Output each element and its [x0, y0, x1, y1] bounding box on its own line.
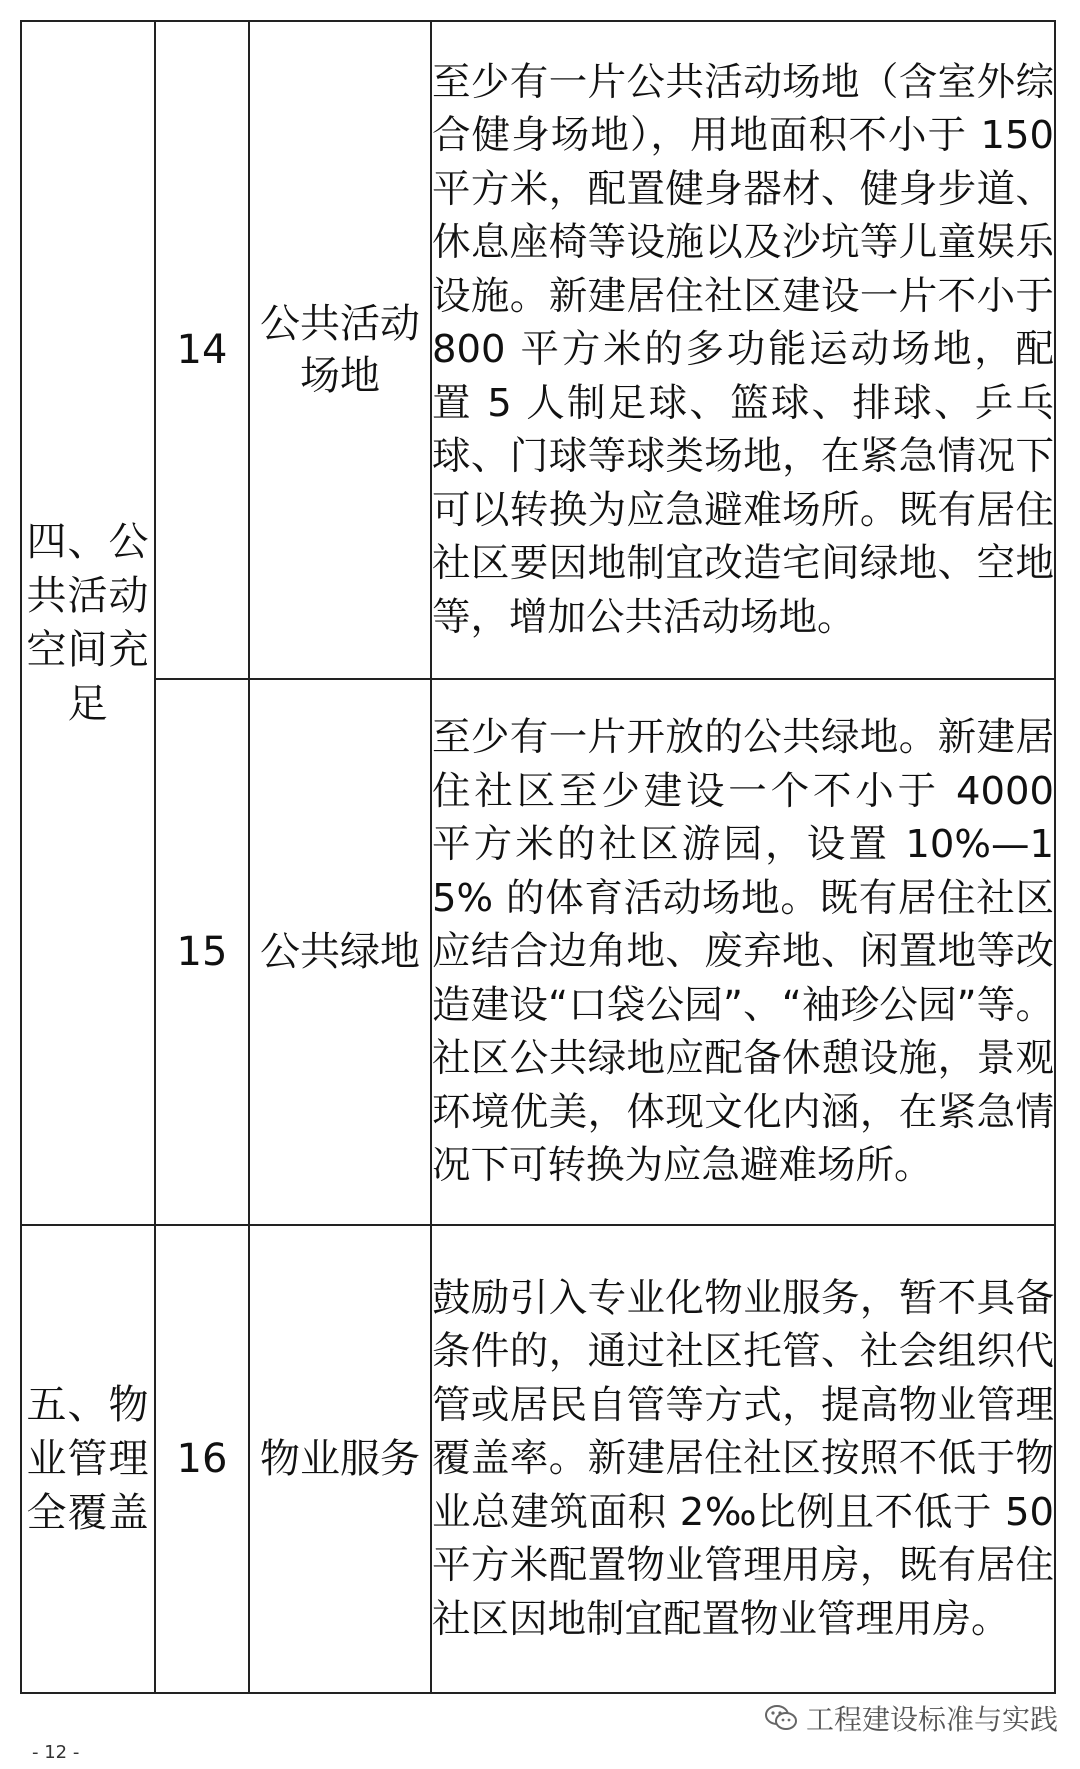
item-description-cell [431, 1225, 1055, 1693]
table-row [21, 1225, 1055, 1693]
item-description-cell [431, 679, 1055, 1225]
item-description: 鼓励引入专业化物业服务，暂不具备条件的，通过社区托管、社会组织代管或居民自管等方式，提高物业管理覆盖率。新建居住社区按照不低于物业总建筑面积 2‰比例且不低于 50 平方米配置物业管理用房，既有居住社区因地制宜配置物业管理用房。 [432, 1275, 1054, 1642]
table-row [21, 679, 1055, 1225]
table-row [21, 21, 1055, 679]
item-description: 至少有一片开放的公共绿地。新建居住社区至少建设一个不小于 4000 平方米的社区游园，设置 10%—15% 的体育活动场地。既有居住社区应结合边角地、废弃地、闲置地等改造建设“口袋公园”、“袖珍公园”等。社区公共绿地应配备休憩设施，景观环境优美，体现文化内涵，在紧急情况下可转换为应急避难场所。 [432, 715, 1054, 1189]
wechat-icon [764, 1701, 798, 1735]
watermark [764, 1698, 1058, 1738]
row-number: 16 [155, 1225, 249, 1693]
item-description-cell [431, 21, 1055, 679]
item-description: 至少有一片公共活动场地（含室外综合健身场地），用地面积不小于 150 平方米，配置健身器材、健身步道、休息座椅等设施以及沙坑等儿童娱乐设施。新建居住社区建设一片不小于 800 平方米的多功能运动场地，配置 5 人制足球、篮球、排球、乒乓球、门球等球类场地，在紧急情况下可以转换为应急避难场所。既有居住社区要因地制宜改造宅间绿地、空地等，增加公共活动场地。 [432, 59, 1054, 640]
item-name: 物业服务 [249, 1225, 431, 1693]
category-cell [21, 1225, 155, 1693]
category-label: 四、公共活动空间充足 [26, 519, 150, 727]
row-number: 15 [155, 679, 249, 1225]
category-label: 五、物业管理全覆盖 [26, 1382, 150, 1536]
page-number: - 12 - [32, 1742, 80, 1763]
category-cell [21, 21, 155, 1225]
watermark-text: 工程建设标准与实践 [805, 1703, 1058, 1736]
standards-table [20, 20, 1056, 1694]
row-number: 14 [155, 21, 249, 679]
item-name: 公共活动场地 [249, 21, 431, 679]
item-name: 公共绿地 [249, 679, 431, 1225]
